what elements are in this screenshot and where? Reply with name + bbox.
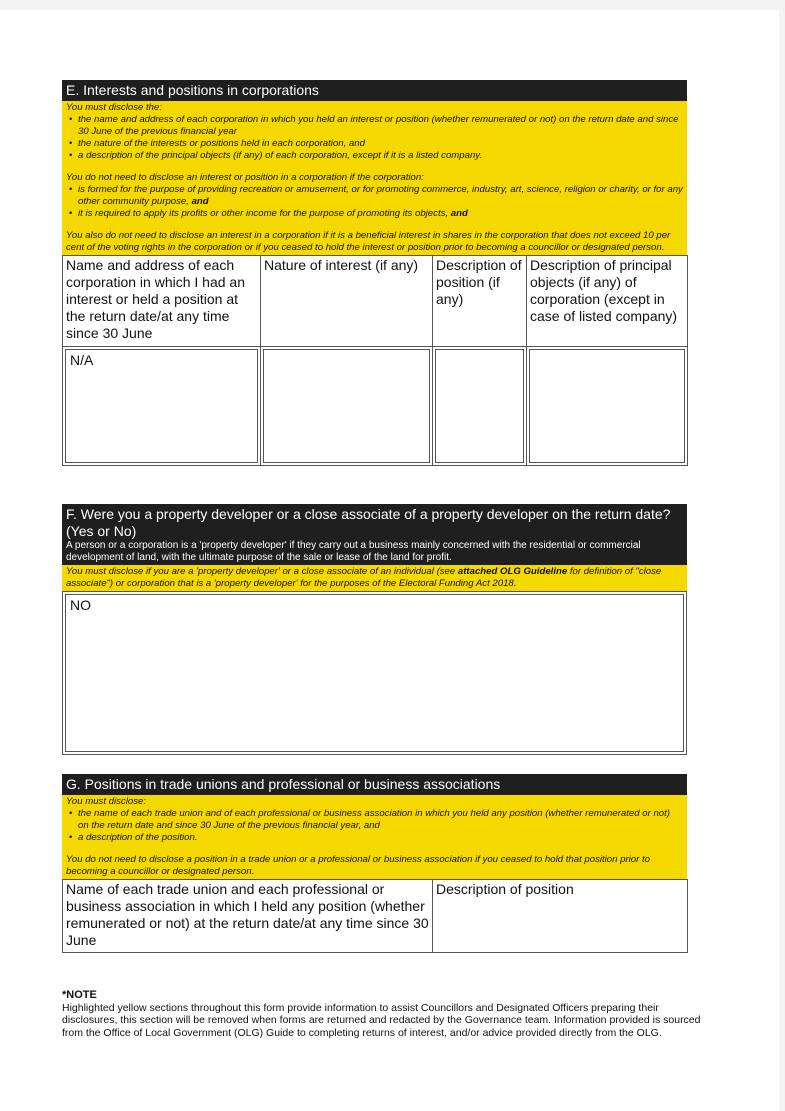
list-item: • a description of the position. [78,832,683,844]
table-header-row [63,256,688,347]
list-item: • the nature of the interests or positions held in each corporation, and [78,138,683,150]
column-header[interactable]: Name of each trade union and each professional or business association in which I held any position (whether remunerated or not) at the return date/at any time since 30 June [63,880,433,953]
nature-of-interest-field[interactable] [263,349,430,463]
section-g-disclose-intro: You must disclose: [66,796,146,807]
section-e-disclose-list [66,114,683,162]
section-g [62,774,687,953]
section-g-disclose-list [66,808,683,844]
property-developer-answer-field[interactable]: NO [65,594,684,752]
section-g-guidance [62,795,687,879]
column-header: Nature of interest (if any) [261,256,433,347]
section-e-not-disclose-intro: You do not need to disclose an interest or position in a corporation if the corporation: [66,172,424,183]
table-row [63,347,688,466]
section-f-definition: A person or a corporation is a 'property developer' if they carry out a business mainly concerned with the residential or commercial development of land, with the ultimate purpose of the sale or lease of the land for profit. [66,540,641,563]
section-f [62,504,687,755]
section-g-title: G. Positions in trade unions and professional or business associations [62,774,687,795]
section-f-title: F. Were you a property developer or a close associate of a property developer on the return date? (Yes or No) [66,506,671,539]
section-g-not-disclose: You do not need to disclose a position in a trade union or a professional or business association if you ceased to hold that position prior to becoming a councillor or designated person. [66,854,650,877]
column-header: Description of principal objects (if any) of corporation (except in case of listed company) [527,256,688,347]
list-item: • is formed for the purpose of providing recreation or amusement, or for promoting commerce, industry, art, science, religion or charity, or for any other community purpose, and [78,184,683,208]
list-item: • the name of each trade union and of each professional or business association in which you held any position (whether remunerated or not) on the return date and since 30 June of the previous financial year, and [78,808,683,832]
section-g-table [62,879,688,953]
scan-right-edge [779,0,785,1111]
form-note [62,989,712,1039]
scan-top-edge [0,0,785,10]
olg-guideline-reference: attached OLG Guideline [457,566,568,577]
list-item: • it is required to apply its profits or other income for the purpose of promoting its objects, and [78,208,683,220]
note-text: Highlighted yellow sections throughout this form provide information to assist Councillors and Designated Officers preparing their disclosures, this section will be removed when forms are returned and redacted by the Governance team. Information provided is sourced from the Office of Local Government (OLG) Guide to completing returns of interest, and/or advice provided directly from the OLG. [62,1001,701,1039]
section-e-also-note: You also do not need to disclose an interest in a corporation if it is a beneficial interest in shares in the corporation that does not exceed 10 per cent of the voting rights in the corporation or if you ceased to hold the interest or position prior to becoming a councillor or designated person. [66,230,671,253]
section-e-table [62,255,688,466]
list-item: • the name and address of each corporation in which you held an interest or position (whether remunerated or not) on the return date and since 30 June of the previous financial year [78,114,683,138]
position-description-field[interactable] [435,349,524,463]
corporation-name-field[interactable]: N/A [65,349,258,463]
column-header: Name and address of each corporation in which I had an interest or held a position at the return date/at any time since 30 June [63,256,261,347]
section-e [62,80,687,466]
section-e-disclose-intro: You must disclose the: [66,102,162,113]
table-header-row [63,880,688,953]
column-header[interactable]: Description of position [433,880,688,953]
column-header: Description of position (if any) [433,256,527,347]
note-heading: *NOTE [62,989,97,1001]
list-item: • a description of the principal objects (if any) of each corporation, except if it is a listed company. [78,150,683,162]
section-e-title: E. Interests and positions in corporations [62,80,687,101]
section-e-guidance [62,101,687,255]
principal-objects-field[interactable] [529,349,685,463]
section-e-not-disclose-list [66,184,683,220]
section-f-guidance: You must disclose if you are a 'property developer' or a close associate of an individual (see attached OLG Guideline for definition of "close associate") or corporation that is a 'property developer' for the purposes of the Electoral Funding Act 2018. [62,565,687,591]
